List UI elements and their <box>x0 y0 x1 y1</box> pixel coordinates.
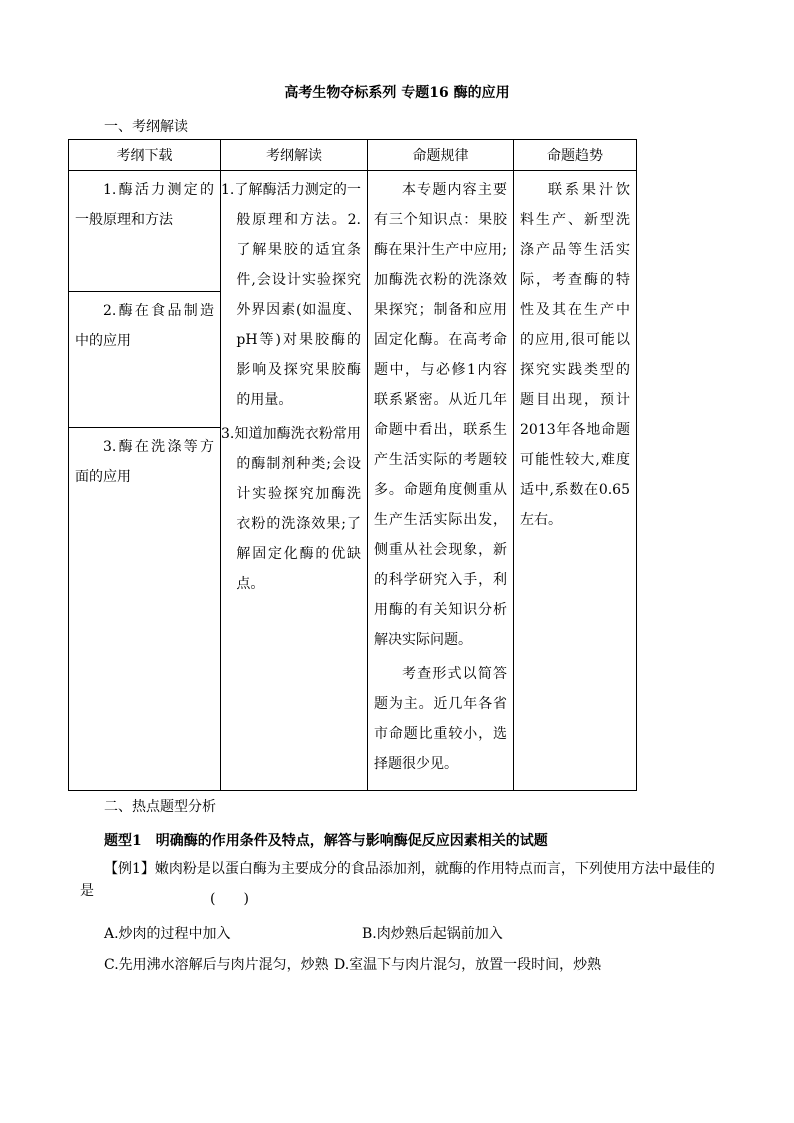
table-row <box>69 171 637 292</box>
example-label: 【例1】 <box>104 861 155 877</box>
table-header-row <box>69 140 637 171</box>
outline-table <box>68 139 637 791</box>
option-d: D.室温下与肉片混匀，放置一段时间，炒熟 <box>334 957 602 973</box>
interpretation-item: 3.知道加酶洗衣粉常用的酶制剂种类;会设计实验探究加酶洗衣粉的洗涤效果;了解固定化酶的优缺点。 <box>221 426 361 592</box>
example-text: 嫩肉粉是以蛋白酶为主要成分的食品添加剂，就酶的作用特点而言，下列使用方法中最佳的是 <box>80 861 715 899</box>
section-heading-analysis: 二、热点题型分析 <box>104 799 216 815</box>
section-heading-outline: 一、考纲解读 <box>104 119 188 135</box>
option-b: B.肉炒熟后起锅前加入 <box>362 926 503 942</box>
header-trend: 命题趋势 <box>514 140 637 171</box>
download-item: 2.酶在食品制造中的应用 <box>75 303 214 349</box>
page-title: 高考生物夺标系列 专题16 酶的应用 <box>284 85 510 101</box>
download-item: 1.酶活力测定的一般原理和方法 <box>75 182 214 228</box>
question-type-heading: 题型1 明确酶的作用条件及特点，解答与影响酶促反应因素相关的试题 <box>104 833 548 849</box>
interpretation-item: 1.了解酶活力测定的一般原理和方法。2.了解果胶的适宜条件,会设计实验探究外界因素(如温度、pH等)对果胶酶的影响及探究果胶酶的用量。 <box>221 182 361 408</box>
option-c: C.先用沸水溶解后与肉片混匀，炒熟 <box>104 957 329 973</box>
option-a: A.炒肉的过程中加入 <box>104 926 231 942</box>
header-pattern: 命题规律 <box>368 140 514 171</box>
pattern-paragraph: 考查形式以简答题为主。近几年各省市命题比重较小，选择题很少见。 <box>374 666 507 772</box>
header-interpretation: 考纲解读 <box>221 140 368 171</box>
example-question <box>80 858 720 902</box>
answer-blank: ( ) <box>210 891 249 907</box>
trend-paragraph: 联系果汁饮料生产、新型洗涤产品等生活实际，考查酶的特性及其在生产中的应用,很可能以探究实践类型的题目出现，预计2013年各地命题可能性较大,难度适中,系数在0.65左右。 <box>520 182 630 528</box>
pattern-paragraph: 本专题内容主要有三个知识点：果胶酶在果汁生产中应用;加酶洗衣粉的洗涤效果探究；制备和应用固定化酶。在高考命题中，与必修1内容联系紧密。从近几年命题中看出，联系生产生活实际的考题较多。命题角度侧重从生产生活实际出发，侧重从社会现象，新的科学研究入手，利用酶的有关知识分析解决实际问题。 <box>374 182 507 648</box>
download-item: 3.酶在洗涤等方面的应用 <box>75 439 214 485</box>
header-download: 考纲下载 <box>69 140 221 171</box>
